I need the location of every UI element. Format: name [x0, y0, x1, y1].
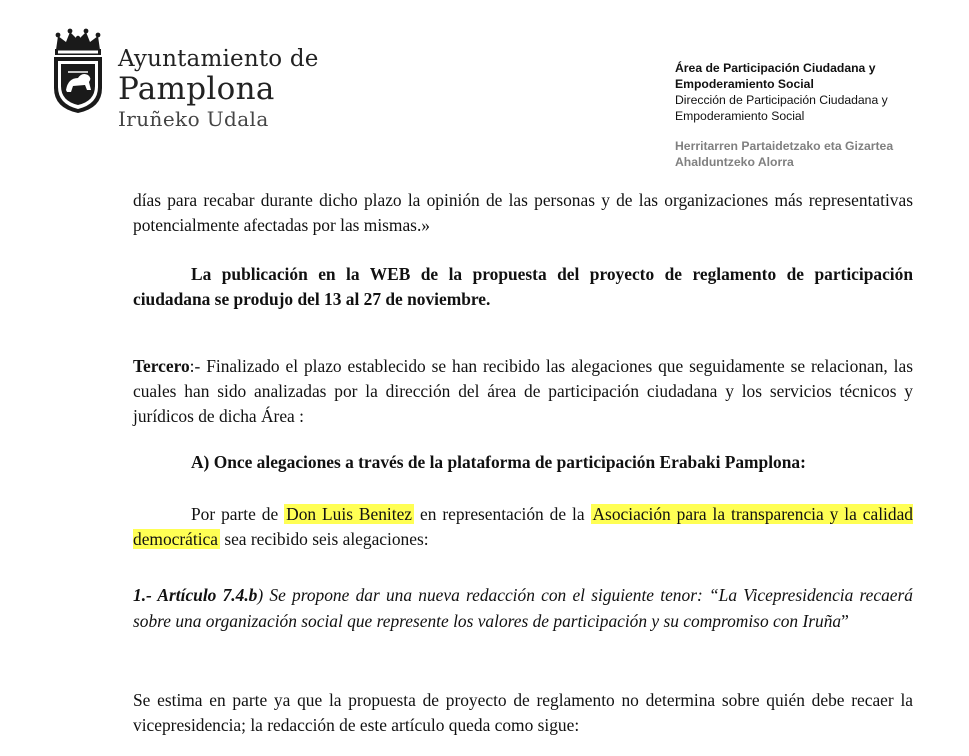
- tercero-label: Tercero: [133, 356, 190, 376]
- por-parte-text: Por parte de: [191, 504, 285, 524]
- item-1-label: 1.- Artículo 7.4.b: [133, 585, 258, 605]
- item-1-text: ) Se propone dar una nueva redacción con el siguiente tenor: “La Vicepresidencia recaerá sobre una organización social que represente los valores de participación y su compromiso con Iruña: [133, 585, 913, 631]
- paragraph-publicacion-web: [133, 262, 913, 312]
- alegaciones-count-text: sea recibido seis alegaciones:: [219, 529, 429, 549]
- directorate-name-line2: Empoderamiento Social: [675, 109, 805, 123]
- logo-line-pamplona: Pamplona: [118, 71, 275, 107]
- logo-line-irunieko-udala: Iruñeko Udala: [118, 107, 269, 131]
- highlighted-organization-name: Asociación para la transparencia y la calidad democrática: [133, 504, 913, 549]
- department-header: [675, 60, 893, 170]
- section-heading-a: [133, 450, 913, 475]
- department-basque-line1: Herritarren Partaidetzako eta Gizartea: [675, 139, 894, 153]
- representacion-text: en representación de la: [414, 504, 591, 524]
- paragraph-por-parte-de: [133, 502, 913, 552]
- allegation-item-1: [133, 582, 913, 634]
- paragraph-se-estima: Se estima en parte ya que la propuesta de proyecto de reglamento no determina sobre quién debe recaer la vicepresidencia; la redacción de este artículo queda como sigue:: [133, 690, 913, 735]
- tercero-text: :- Finalizado el plazo establecido se han recibido las alegaciones que seguidamente se relacionan, las cuales han sido analizadas por la dirección del área de participación ciudadana y los servicios técnicos y jurídicos de dicha Área :: [133, 356, 913, 426]
- highlighted-person-name: Don Luis Benitez: [286, 504, 413, 524]
- item-1-close-quote: ”: [841, 611, 849, 631]
- publicacion-web-text: La publicación en la WEB de la propuesta del proyecto de reglamento de participación ciudadana se produjo del 13 al 27 de noviembre.: [133, 264, 913, 309]
- heading-a-text: A) Once alegaciones a través de la plataforma de participación Erabaki Pamplona:: [191, 452, 806, 472]
- paragraph-tercero: [133, 354, 913, 429]
- city-logo-text: [118, 48, 319, 129]
- directorate-name-line1: Dirección de Participación Ciudadana y: [675, 93, 888, 107]
- department-name-line2: Empoderamiento Social: [675, 77, 814, 91]
- logo-line-ayuntamiento: Ayuntamiento de: [118, 46, 319, 72]
- pamplona-coat-of-arms-icon: [48, 28, 108, 114]
- paragraph-plazo-opinion: días para recabar durante dicho plazo la opinión de las personas y de las organizaciones más representativas potencialmente afectadas por las mismas.»: [133, 190, 913, 235]
- department-basque-line2: Ahalduntzeko Alorra: [675, 155, 794, 169]
- department-name-line1: Área de Participación Ciudadana y: [675, 61, 876, 75]
